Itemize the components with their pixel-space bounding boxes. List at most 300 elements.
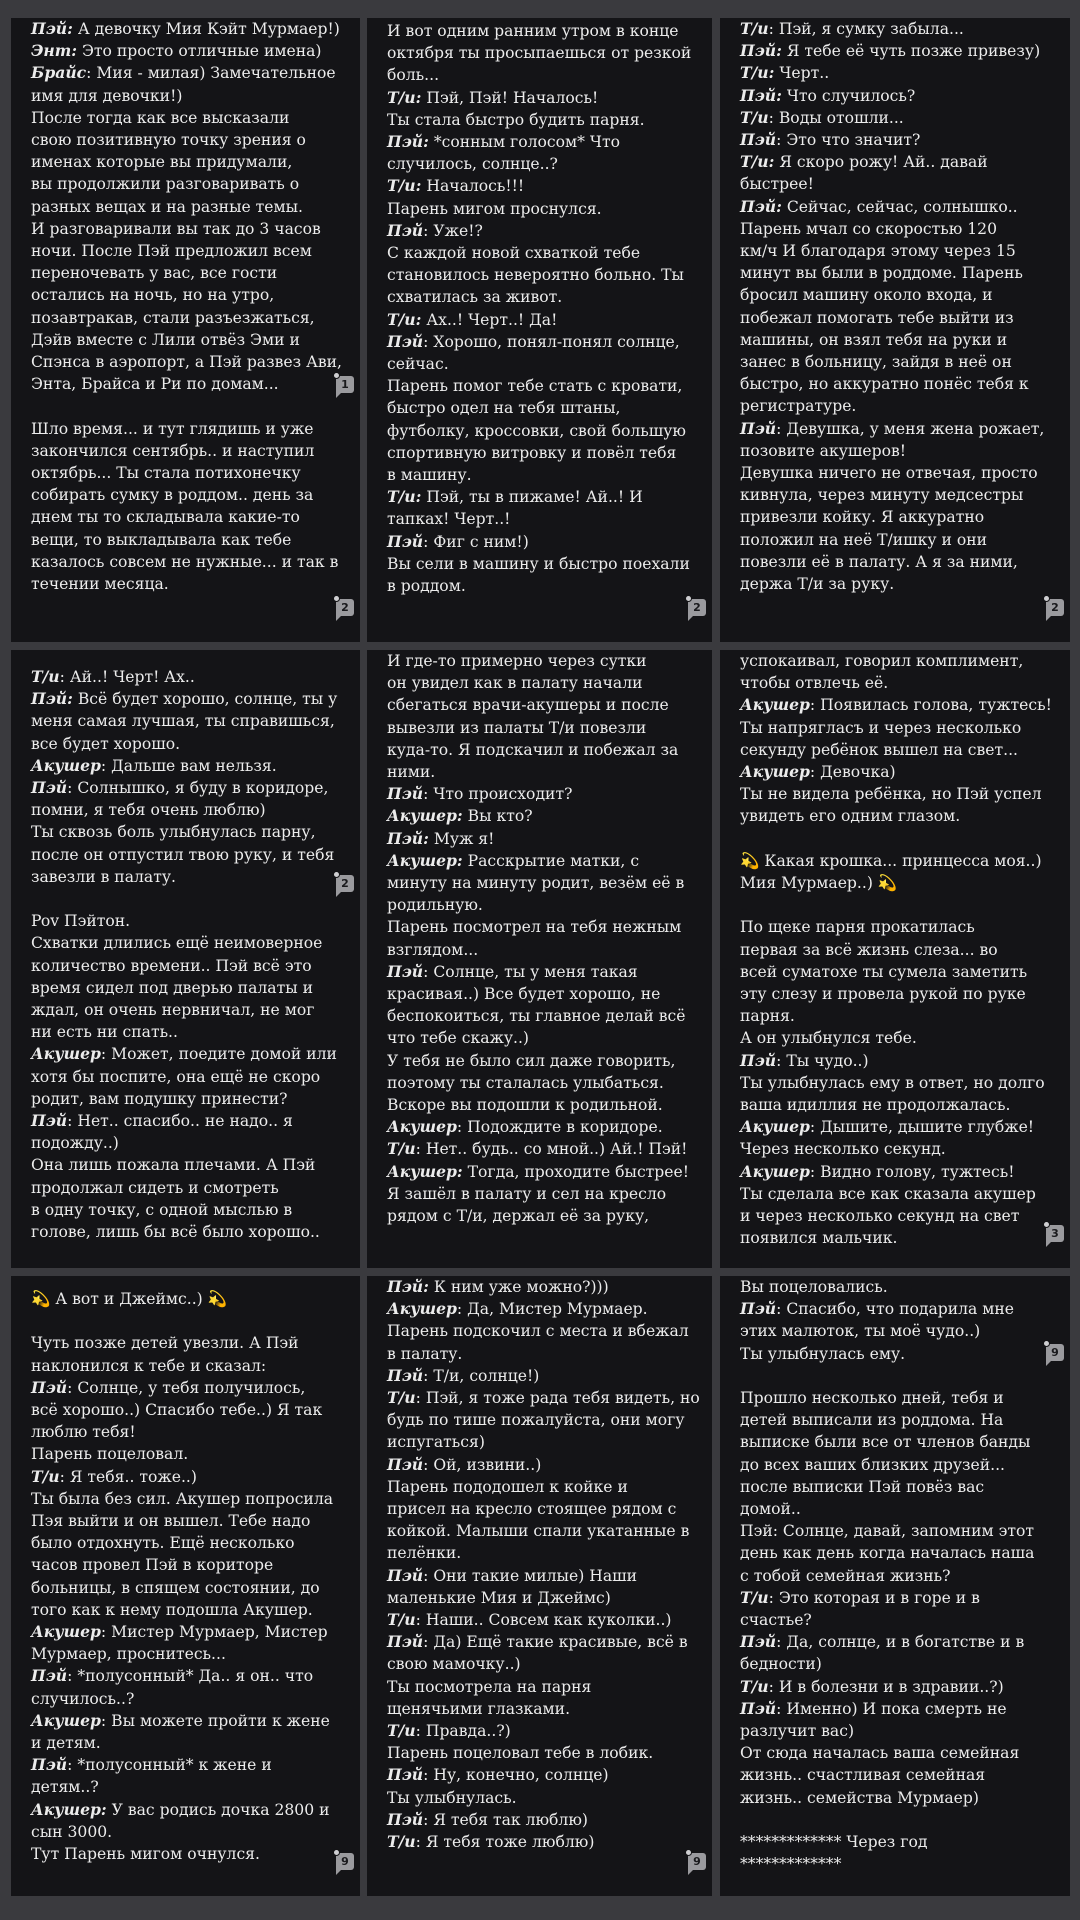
text-line xyxy=(740,1005,1058,1027)
text-line xyxy=(740,1298,1058,1320)
text-line xyxy=(387,64,700,86)
line-text: : Подождите в коридоре. xyxy=(456,1118,663,1137)
text-line xyxy=(387,717,700,739)
line-text: км/ч И благодаря этому через 15 xyxy=(740,242,1016,261)
speaker-name: Пэй xyxy=(387,1809,424,1829)
line-text: завезли в палату. xyxy=(31,867,176,886)
text-line xyxy=(387,508,700,530)
line-text: Дэйв вместе с Лили отвёз Эми и xyxy=(31,330,300,349)
line-text: : *полусонный* к жене и xyxy=(67,1756,272,1775)
speaker-name: Т/и: xyxy=(387,487,422,507)
speaker-name: Пэй xyxy=(740,418,777,438)
text-line xyxy=(31,1177,348,1199)
line-text: секунду ребёнок вышел на свет... xyxy=(740,740,1018,759)
line-text: спортивную витровку и повёл тебя xyxy=(387,443,677,462)
text-line xyxy=(387,486,700,508)
line-text: : Нет.. будь.. со мной..) Ай.! Пэй! xyxy=(415,1140,688,1159)
speaker-name: Пэй: xyxy=(31,19,73,38)
line-text: течении месяца. xyxy=(31,575,169,594)
line-text: С каждой новой схваткой тебе xyxy=(387,244,641,263)
story-panel-4 xyxy=(11,650,360,1268)
line-text: подожду..) xyxy=(31,1134,119,1153)
line-text: появился мальчик. xyxy=(740,1229,898,1248)
text-line xyxy=(387,1587,700,1609)
text-line xyxy=(387,553,700,575)
text-line xyxy=(387,1409,700,1431)
line-text: становилось невероятно больно. Ты xyxy=(387,266,684,285)
line-text: машины, он взял тебя на руки и xyxy=(740,330,1008,349)
comment-count: 9 xyxy=(1051,1346,1059,1359)
text-line xyxy=(387,309,700,331)
text-line xyxy=(740,1587,1058,1609)
comment-count: 1 xyxy=(341,378,349,391)
unread-dot-icon xyxy=(333,372,340,379)
line-text: : Солнце, ты у меня такая xyxy=(423,962,638,981)
text-line xyxy=(740,218,1058,240)
line-text: днем ты то складывала какие-то xyxy=(31,508,300,527)
line-text: Пэй, Пэй! Началось! xyxy=(421,88,599,107)
text-line xyxy=(740,373,1058,395)
comment-count: 9 xyxy=(341,1855,349,1868)
text-line xyxy=(31,1043,348,1065)
line-text: : Я тебя так люблю) xyxy=(423,1810,589,1829)
line-text: родильную. xyxy=(387,896,483,915)
text-line xyxy=(740,1853,1058,1875)
line-text: щенячьими глазками. xyxy=(387,1699,571,1718)
line-text: : *полусонный* Да.. я он.. что xyxy=(67,1667,314,1686)
text-line xyxy=(387,694,700,716)
line-text: Ты посмотрела на парня xyxy=(387,1677,592,1696)
line-text: собирать сумку в роддом.. день за xyxy=(31,486,314,505)
speaker-name: Пэй xyxy=(387,1632,424,1652)
text-line xyxy=(740,1609,1058,1631)
line-text: : Нет.. спасибо.. не надо.. я xyxy=(67,1112,293,1131)
speaker-name: Пэй: xyxy=(31,689,73,709)
text-line xyxy=(387,131,700,153)
text-line xyxy=(31,1355,348,1377)
text-line xyxy=(31,932,348,954)
speaker-name: Т/и xyxy=(740,19,769,38)
line-text: хотя бы поспите, она ещё не скоро xyxy=(31,1067,321,1086)
line-text: количество времени.. Пэй всё это xyxy=(31,956,312,975)
line-text: Тут Парень мигом очнулся. xyxy=(31,1845,260,1864)
speaker-name: Акушер: xyxy=(387,850,463,870)
text-line xyxy=(740,395,1058,417)
line-text: Парень подскочил с места и вбежал xyxy=(387,1322,689,1341)
line-text: : Ай..! Черт! Ах.. xyxy=(59,668,195,686)
speaker-name: Акушер xyxy=(740,695,810,715)
line-text: Девушка ничего не отвечая, просто xyxy=(740,464,1038,483)
line-text: меня самая лучшая, ты справишься, xyxy=(31,712,335,731)
text-line xyxy=(387,1343,700,1365)
comment-count-badge[interactable] xyxy=(1046,1344,1064,1361)
comment-count-badge[interactable] xyxy=(336,376,354,393)
text-line xyxy=(31,329,348,351)
line-text: Вскоре вы подошли к родильной. xyxy=(387,1096,663,1115)
text-line xyxy=(31,1332,348,1354)
text-line xyxy=(740,129,1058,151)
line-text: октябрь... Ты стала потихонечку xyxy=(31,464,301,483)
line-text: : Да, Мистер Мурмаер. xyxy=(456,1300,648,1319)
line-text: И вот одним ранним утром в конце xyxy=(387,22,679,40)
line-text: Ты улыбнулась ему. xyxy=(740,1344,906,1363)
text-line xyxy=(740,694,1058,716)
line-text: быстро, но аккуратно понёс тебя к xyxy=(740,375,1029,394)
line-text: Я тебе её чуть позже привезу) xyxy=(781,42,1041,61)
speaker-name: Пэй: xyxy=(387,132,429,152)
text-line xyxy=(31,755,348,777)
text-line xyxy=(740,1138,1058,1160)
text-line xyxy=(31,307,348,329)
line-text: Муж я! xyxy=(428,829,495,848)
text-line xyxy=(387,894,700,916)
text-line xyxy=(740,506,1058,528)
text-line xyxy=(387,87,700,109)
speaker-name: Т/и: xyxy=(387,87,422,107)
speaker-name: Акушер xyxy=(740,1117,810,1137)
speaker-name: Пэй xyxy=(387,1765,424,1785)
speaker-name: Т/и xyxy=(31,667,60,686)
text-line xyxy=(387,1454,700,1476)
line-text: что тебе скажу..) xyxy=(387,1029,530,1048)
line-text: Ты сделала все как сказала акушер xyxy=(740,1184,1036,1203)
line-text: бросил машину около входа, и xyxy=(740,286,993,305)
line-text: держа Т/и за руку. xyxy=(740,575,895,594)
line-text: : Дышите, дышите глубже! xyxy=(809,1118,1035,1137)
text-line xyxy=(31,666,348,688)
line-text: Вы поцеловались. xyxy=(740,1278,888,1296)
line-text: После тогда как все высказали xyxy=(31,108,290,127)
comment-count-badge[interactable] xyxy=(688,1853,706,1870)
unread-dot-icon xyxy=(1043,595,1050,602)
line-text: голове, лишь бы всё было хорошо.. xyxy=(31,1223,320,1242)
speaker-name: Пэй xyxy=(740,1632,777,1652)
text-line xyxy=(31,196,348,218)
line-text: октября ты просыпаешься от резкой xyxy=(387,44,692,63)
text-line xyxy=(31,1421,348,1443)
line-text: сын 3000. xyxy=(31,1822,113,1841)
text-line xyxy=(387,1565,700,1587)
story-text xyxy=(31,666,348,1243)
text-line xyxy=(740,62,1058,84)
text-line xyxy=(740,573,1058,595)
line-text: того как к нему подошла Акушер. xyxy=(31,1600,313,1619)
text-line xyxy=(387,442,700,464)
line-text: Это просто отличные имена) xyxy=(77,42,322,61)
text-line xyxy=(31,1088,348,1110)
speaker-name: Пэй xyxy=(31,1377,68,1397)
text-line xyxy=(740,1094,1058,1116)
text-line xyxy=(31,351,348,373)
line-text: позовите акушеров! xyxy=(740,441,907,460)
text-line xyxy=(387,1027,700,1049)
text-line xyxy=(740,1831,1058,1853)
line-text: А девочку Мия Кэйт Мурмаер!) xyxy=(72,20,340,38)
line-text: остались на ночь, но на утро, xyxy=(31,286,275,305)
text-line xyxy=(740,1698,1058,1720)
speaker-name: Акушер xyxy=(740,762,810,782)
line-text: : Ну, конечно, солнце) xyxy=(423,1766,609,1785)
text-line xyxy=(740,173,1058,195)
speaker-name: Акушер: xyxy=(387,1161,463,1181)
line-text: : Да, солнце, и в богатстве и в xyxy=(776,1633,1025,1652)
line-text: : Что происходит? xyxy=(423,785,573,804)
comment-count-badge[interactable] xyxy=(336,1853,354,1870)
line-text: Парень мигом проснулся. xyxy=(387,199,602,218)
line-text: будь по тише пожалуйста, они могу xyxy=(387,1411,685,1430)
text-line xyxy=(740,1205,1058,1227)
text-line xyxy=(387,1809,700,1831)
line-text: Схватки длились ещё неимоверное xyxy=(31,934,323,953)
line-text: после он отпустил твою руку, и тебя xyxy=(31,845,335,864)
text-line xyxy=(387,375,700,397)
speaker-name: Пэй xyxy=(387,1565,424,1585)
text-line xyxy=(31,551,348,573)
line-text: И где-то примерно через сутки xyxy=(387,652,647,670)
line-text: Вы кто? xyxy=(462,807,533,826)
line-text: К ним уже можно?))) xyxy=(428,1278,609,1296)
unread-dot-icon xyxy=(333,595,340,602)
text-line xyxy=(387,1161,700,1183)
line-text: : Девочка) xyxy=(809,763,896,782)
comment-count-badge[interactable] xyxy=(1046,599,1064,616)
text-line xyxy=(387,1653,700,1675)
line-text: Парень мчал со скоростью 120 xyxy=(740,219,998,238)
line-text: Ты напрягласъ и через несколько xyxy=(740,718,1022,737)
speaker-name: Пэй xyxy=(740,130,777,150)
speaker-name: Акушер xyxy=(31,1622,101,1642)
text-line xyxy=(387,198,700,220)
text-line xyxy=(387,464,700,486)
text-line xyxy=(740,529,1058,551)
text-line xyxy=(387,672,700,694)
text-line xyxy=(387,1205,700,1227)
text-line xyxy=(31,240,348,262)
text-line xyxy=(387,1320,700,1342)
line-text: было отдохнуть. Ещё несколько xyxy=(31,1534,295,1553)
text-line xyxy=(31,107,348,129)
text-line xyxy=(740,939,1058,961)
comment-count: 9 xyxy=(693,1855,701,1868)
line-text: время сидел под дверью палаты и xyxy=(31,978,313,997)
speaker-name: Акушер xyxy=(740,1161,810,1181)
comment-count-badge[interactable] xyxy=(1046,1225,1064,1242)
line-text: : Солнце, у тебя получилось, xyxy=(67,1378,306,1397)
line-text: в роддом. xyxy=(387,577,466,596)
text-line xyxy=(31,262,348,284)
text-line xyxy=(387,1050,700,1072)
text-line xyxy=(387,1831,700,1853)
text-line xyxy=(387,1138,700,1160)
text-line xyxy=(31,1377,348,1399)
line-text: А вот и Джеймс..) xyxy=(50,1290,208,1308)
text-line xyxy=(31,1621,348,1643)
line-text: : Появилась голова, тужтесь! xyxy=(809,696,1052,715)
text-line xyxy=(31,1577,348,1599)
text-line xyxy=(740,1720,1058,1742)
text-line xyxy=(387,153,700,175)
line-text: закончился сентябрь.. и наступил xyxy=(31,441,315,460)
line-text: помни, я тебя очень люблю) xyxy=(31,801,266,820)
text-line xyxy=(31,1199,348,1221)
line-text: позавтракав, стали разъезжаться, xyxy=(31,308,315,327)
text-line xyxy=(740,1027,1058,1049)
text-line xyxy=(387,1631,700,1653)
text-line xyxy=(31,1776,348,1798)
text-line xyxy=(31,1443,348,1465)
text-line xyxy=(740,761,1058,783)
line-text: ************* Через год xyxy=(740,1833,928,1852)
line-text: и через несколько секунд на свет xyxy=(740,1207,1020,1226)
text-line xyxy=(387,109,700,131)
text-line xyxy=(387,939,700,961)
speaker-name: Т/и xyxy=(387,1139,416,1159)
text-line xyxy=(31,151,348,173)
story-text xyxy=(740,1276,1058,1875)
line-text: присел на кресло стоящее рядом с xyxy=(387,1500,677,1519)
text-line xyxy=(31,866,348,888)
line-text: повезли её в палату. А я за ними, xyxy=(740,552,1018,571)
line-text: поэтому ты сталалась улыбаться. xyxy=(387,1073,664,1092)
text-line xyxy=(31,844,348,866)
text-line xyxy=(387,1520,700,1542)
story-text xyxy=(740,18,1058,595)
comment-count-badge[interactable] xyxy=(336,599,354,616)
text-line xyxy=(387,1609,700,1631)
line-text: свою позитивную точку зрения о xyxy=(31,131,306,150)
line-text: У тебя не было сил даже говорить, xyxy=(387,1051,676,1070)
speaker-name: Т/и xyxy=(740,1587,769,1607)
line-text: Спэнса в аэропорт, а Пэй развез Ави, xyxy=(31,353,343,372)
line-text: Черт.. xyxy=(774,64,830,83)
text-line xyxy=(387,220,700,242)
line-text: успокаивал, говорил комплимент, xyxy=(740,652,1024,670)
line-text: Ты улыбнулась. xyxy=(387,1788,517,1807)
speaker-name: Т/и: xyxy=(387,176,422,196)
line-text: быстрее! xyxy=(740,175,814,194)
story-text xyxy=(740,650,1058,1249)
line-text: Расскрытие матки, с xyxy=(462,851,640,870)
line-text: разлучит вас) xyxy=(740,1722,855,1741)
line-text: Пэй: Солнце, давай, запомним этот xyxy=(740,1522,1034,1541)
text-line xyxy=(31,18,348,40)
line-text: Pov Пэйтон. xyxy=(31,912,131,931)
line-text: : Правда..?) xyxy=(415,1722,511,1741)
text-line xyxy=(740,1565,1058,1587)
text-line xyxy=(740,961,1058,983)
speaker-name: Пэй xyxy=(387,1365,424,1385)
speaker-name: Т/и xyxy=(387,1832,416,1852)
line-text: : Может, поедите домой или xyxy=(100,1045,337,1064)
speaker-name: Пэй: xyxy=(740,85,782,105)
text-line xyxy=(31,799,348,821)
line-text: футболку, кроссовки, свой большую xyxy=(387,421,686,440)
line-text: : Это которая и в горе и в xyxy=(768,1588,980,1607)
line-text: Через несколько секунд. xyxy=(740,1140,946,1159)
line-text: И разговаривали вы так до 3 часов xyxy=(31,219,321,238)
story-panel-7 xyxy=(11,1276,360,1896)
speaker-name: Т/и: xyxy=(740,152,775,172)
line-text: положил на неё Т/ишку и они xyxy=(740,530,988,549)
line-text: Что случилось? xyxy=(781,86,916,105)
line-text: в палату. xyxy=(387,1344,463,1363)
text-line xyxy=(740,1809,1058,1831)
line-text: пелёнки. xyxy=(387,1544,462,1563)
text-line xyxy=(387,286,700,308)
line-text: Я скоро рожу! Ай.. давай xyxy=(774,153,988,172)
line-text: Парень посмотрел на тебя нежным xyxy=(387,918,682,937)
line-text: ваша идиллия не продолжалась. xyxy=(740,1096,1011,1115)
comment-count-badge[interactable] xyxy=(336,875,354,892)
text-line xyxy=(740,40,1058,62)
text-line xyxy=(740,894,1058,916)
line-text: Ты сквозь боль улыбнулась парну, xyxy=(31,823,316,842)
line-text: он увидел как в палату начали xyxy=(387,674,643,693)
speaker-name: Акушер xyxy=(387,1299,457,1319)
line-text: побежал помогать тебе выйти из xyxy=(740,308,1014,327)
text-line xyxy=(31,1665,348,1687)
unread-dot-icon xyxy=(333,1849,340,1856)
sparkle-icon: 💫 xyxy=(877,874,898,893)
unread-dot-icon xyxy=(685,1849,692,1856)
line-text: Чуть позже детей увезли. А Пэй xyxy=(31,1334,299,1353)
line-text: Я зашёл в палату и сел на кресло xyxy=(387,1184,667,1203)
unread-dot-icon xyxy=(1043,1340,1050,1347)
text-line xyxy=(387,331,700,353)
text-line xyxy=(740,329,1058,351)
line-text: счастье? xyxy=(740,1611,812,1630)
line-text: всей суматохе ты сумела заметить xyxy=(740,962,1028,981)
line-text: : Да) Ещё такие красивые, всё в xyxy=(423,1633,688,1652)
text-line xyxy=(387,828,700,850)
line-text: У вас родись дочка 2800 и xyxy=(106,1800,330,1819)
line-text: Мия Мурмаер..) xyxy=(740,874,878,893)
speaker-name: Пэй xyxy=(740,1050,777,1070)
line-text: в одну точку, с одной мыслью в xyxy=(31,1200,293,1219)
text-line xyxy=(740,1116,1058,1138)
speaker-name: Брайс xyxy=(31,63,87,83)
comment-count-badge[interactable] xyxy=(688,599,706,616)
text-line xyxy=(31,395,348,417)
line-text: : Это что значит? xyxy=(776,131,921,150)
line-text: Ты улыбнулась ему в ответ, но долго xyxy=(740,1073,1045,1092)
text-line xyxy=(387,1698,700,1720)
speaker-name: Пэй xyxy=(31,1666,68,1686)
line-text: : Хорошо, понял-понял солнце, xyxy=(423,332,680,351)
text-line xyxy=(31,129,348,151)
text-line xyxy=(387,1787,700,1809)
line-text: в машину. xyxy=(387,466,472,485)
text-line xyxy=(387,1542,700,1564)
text-line xyxy=(740,1320,1058,1342)
text-line xyxy=(740,262,1058,284)
text-line xyxy=(31,1110,348,1132)
text-line xyxy=(31,1643,348,1665)
line-text: родит, вам подушку принести? xyxy=(31,1089,288,1108)
line-text: ************* xyxy=(740,1855,842,1874)
story-panel-3 xyxy=(720,18,1070,642)
line-text: минуту на минуту родит, везём её в xyxy=(387,874,685,893)
sparkle-icon: 💫 xyxy=(740,851,760,870)
line-text: переночевать у вас, все гости xyxy=(31,264,278,283)
text-line xyxy=(740,1764,1058,1786)
line-text: : Я тебя.. тоже..) xyxy=(59,1467,197,1486)
text-line xyxy=(387,1298,700,1320)
sparkle-icon: 💫 xyxy=(207,1290,228,1308)
line-text: чтобы отвлечь её. xyxy=(740,674,889,693)
line-text: Энта, Брайса и Ри по домам... xyxy=(31,375,279,394)
story-text xyxy=(31,18,348,595)
